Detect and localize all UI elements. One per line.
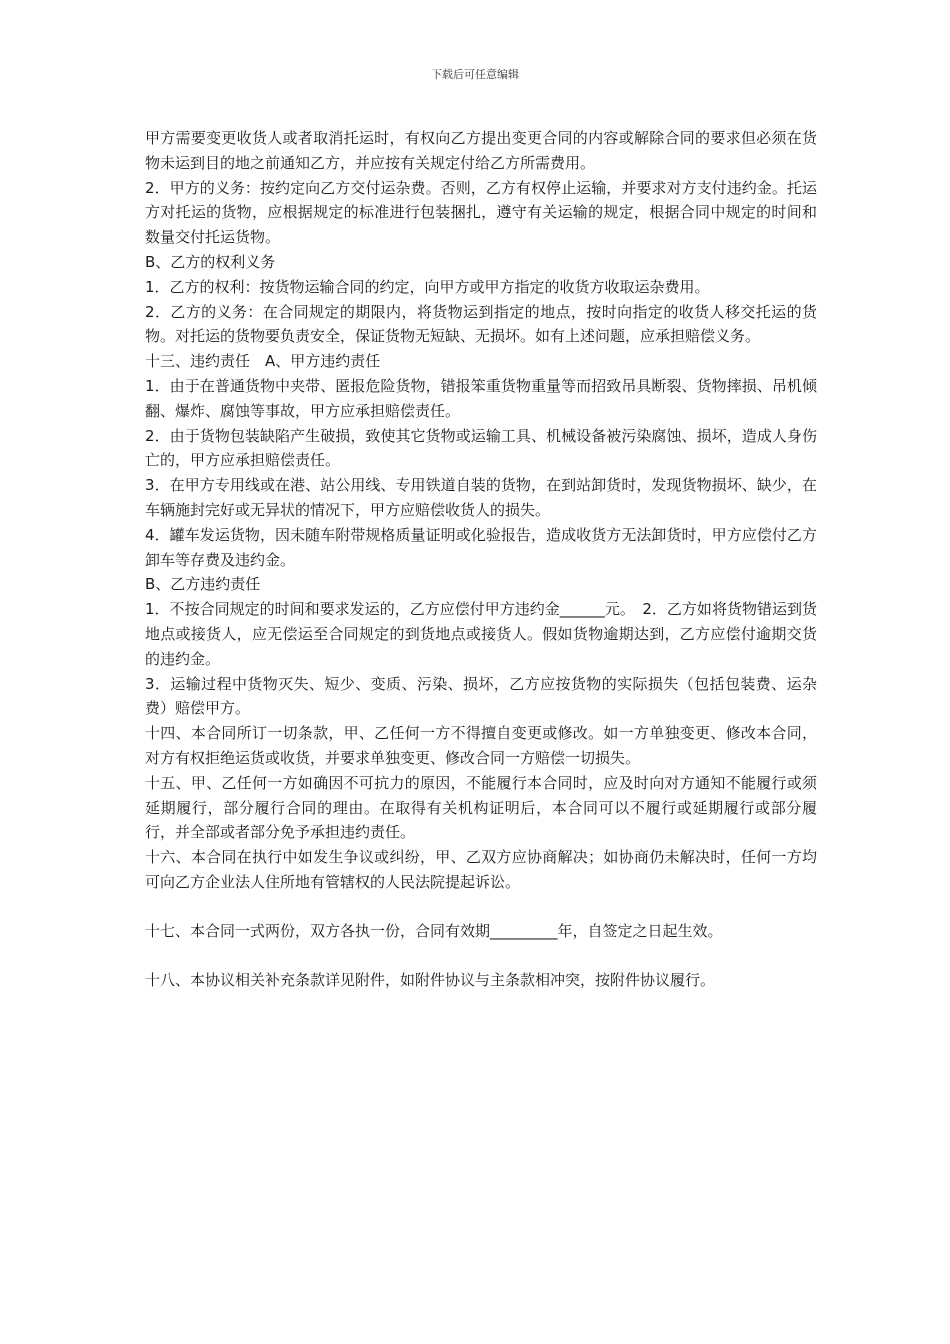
paragraph: 十八、本协议相关补充条款详见附件，如附件协议与主条款相冲突，按附件协议履行。 [145, 970, 716, 989]
document-body [145, 126, 817, 992]
paragraph: 2．乙方的义务：在合同规定的期限内，将货物运到指定的地点，按时向指定的收货人移交托运的货物。对托运的货物要负责安全，保证货物无短缺、无损坏。如有上述问题，应承担赔偿义务。 [145, 302, 817, 346]
paragraph-spacer [145, 895, 817, 919]
paragraph: 3．运输过程中货物灭失、短少、变质、污染、损坏，乙方应按货物的实际损失（包括包装费、运杂费）赔偿甲方。 [145, 674, 817, 718]
section-heading: 十三、违约责任 A、甲方违约责任 [145, 352, 381, 371]
paragraph-spacer [145, 944, 817, 968]
paragraph: 十六、本合同在执行中如发生争议或纠纷，甲、乙双方应协商解决；如协商仍未解决时，任何一方均可向乙方企业法人住所地有管辖权的人民法院提起诉讼。 [145, 848, 817, 891]
paragraph: 2．由于货物包装缺陷产生破损，致使其它货物或运输工具、机械设备被污染腐蚀、损坏，造成人身伤亡的，甲方应承担赔偿责任。 [145, 426, 817, 470]
paragraph: 十四、本合同所订一切条款，甲、乙任何一方不得擅自变更或修改。如一方单独变更、修改本合同，对方有权拒绝运货或收货，并要求单独变更、修改合同一方赔偿一切损失。 [145, 724, 817, 767]
paragraph: 甲方需要变更收货人或者取消托运时，有权向乙方提出变更合同的内容或解除合同的要求但必须在货物未运到目的地之前通知乙方，并应按有关规定付给乙方所需费用。 [145, 129, 817, 172]
section-heading: B、乙方违约责任 [145, 575, 261, 594]
paragraph: 1．不按合同规定的时间和要求发运的，乙方应偿付甲方违约金______元。 2．乙方如将货物错运到货地点或接货人，应无偿运至合同规定的到货地点或接货人。假如货物逾期达到，乙方应偿付逾期交货的违约金。 [145, 600, 817, 668]
paragraph: 4．罐车发运货物，因未随车附带规格质量证明或化验报告，造成收货方无法卸货时，甲方应偿付乙方卸车等存费及违约金。 [145, 525, 817, 569]
paragraph: 十五、甲、乙任何一方如确因不可抗力的原因，不能履行本合同时，应及时向对方通知不能履行或须延期履行，部分履行合同的理由。在取得有关机构证明后，本合同可以不履行或延期履行或部分履行，并全部或者部分免予承担违约责任。 [145, 773, 817, 842]
paragraph: 1．乙方的权利：按货物运输合同的约定，向甲方或甲方指定的收货方收取运杂费用。 [145, 277, 710, 296]
paragraph: 1．由于在普通货物中夹带、匿报危险货物，错报笨重货物重量等而招致吊具断裂、货物摔损、吊机倾翻、爆炸、腐蚀等事故，甲方应承担赔偿责任。 [145, 376, 817, 420]
paragraph: 3．在甲方专用线或在港、站公用线、专用铁道自装的货物，在到站卸货时，发现货物损坏、缺少，在车辆施封完好或无异状的情况下，甲方应赔偿收货人的损失。 [145, 476, 817, 519]
paragraph: 2．甲方的义务：按约定向乙方交付运杂费。否则，乙方有权停止运输，并要求对方支付违约金。托运方对托运的货物，应根据规定的标准进行包装捆扎，遵守有关运输的规定，根据合同中规定的时间和数量交付托运货物。 [145, 178, 817, 247]
section-heading: B、乙方的权利义务 [145, 252, 276, 271]
paragraph: 十七、本合同一式两份，双方各执一份，合同有效期_________年，自签定之日起生效。 [145, 921, 723, 940]
page-header: 下载后可任意编辑 [431, 68, 519, 81]
